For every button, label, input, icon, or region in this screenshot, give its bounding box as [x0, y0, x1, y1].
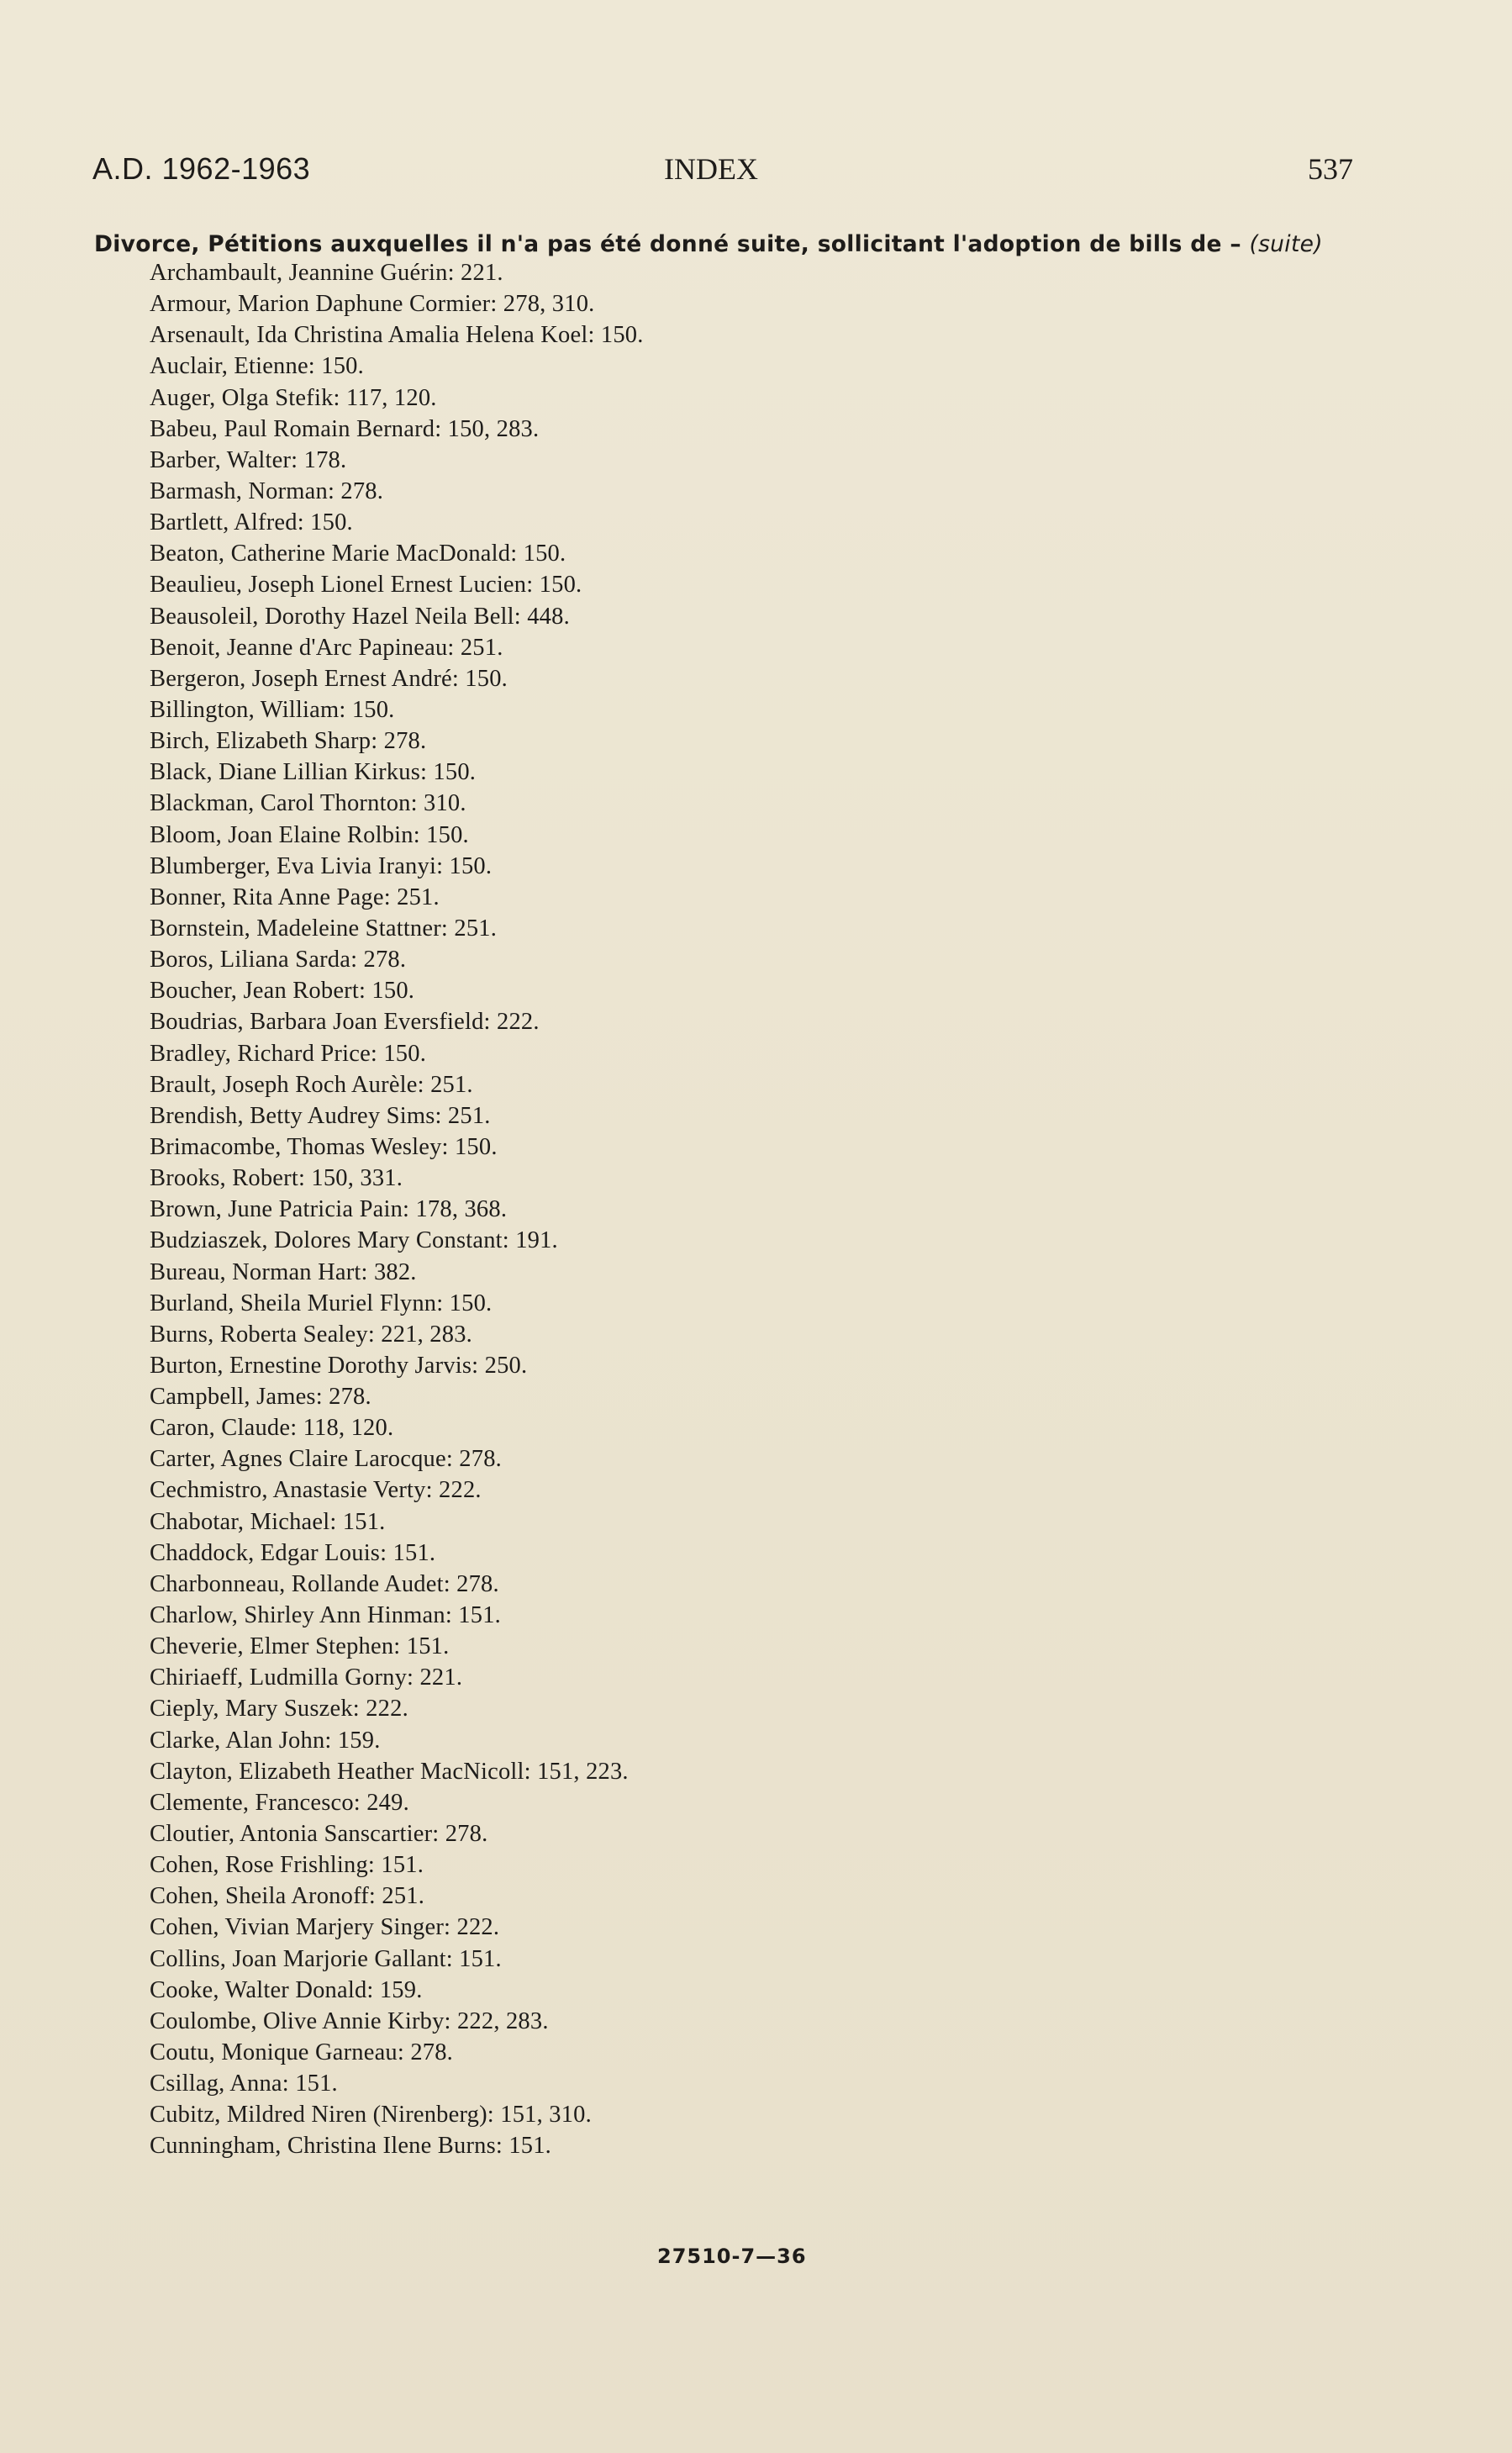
index-entry: Cubitz, Mildred Niren (Nirenberg): 151, 310.	[150, 2102, 592, 2129]
index-entry: Barmash, Norman: 278.	[150, 477, 384, 504]
index-entry: Cieply, Mary Suszek: 222.	[150, 1696, 408, 1722]
index-entry: Bergeron, Joseph Ernest André: 150.	[150, 665, 508, 692]
index-entry: Bloom, Joan Elaine Rolbin: 150.	[150, 821, 469, 848]
index-entry-list	[150, 257, 644, 2162]
index-entry: Csillag, Anna: 151.	[150, 2071, 338, 2097]
index-entry: Bureau, Norman Hart: 382.	[150, 1258, 417, 1285]
index-entry: Beausoleil, Dorothy Hazel Neila Bell: 448.	[150, 603, 570, 630]
index-entry: Campbell, James: 278.	[150, 1384, 371, 1411]
index-entry: Archambault, Jeannine Guérin: 221.	[150, 260, 503, 286]
index-entry: Cunningham, Christina Ilene Burns: 151.	[150, 2133, 552, 2160]
section-heading-suite: (suite)	[1249, 231, 1323, 257]
index-entry: Cohen, Rose Frishling: 151.	[150, 1852, 424, 1879]
index-entry: Coutu, Monique Garneau: 278.	[150, 2039, 454, 2066]
index-entry: Cohen, Sheila Aronoff: 251.	[150, 1883, 425, 1910]
index-entry: Billington, William: 150.	[150, 696, 395, 723]
index-entry: Brendish, Betty Audrey Sims: 251.	[150, 1102, 491, 1129]
index-entry: Beaulieu, Joseph Lionel Ernest Lucien: 150.	[150, 572, 582, 599]
index-entry: Brown, June Patricia Pain: 178, 368.	[150, 1196, 508, 1223]
index-entry: Chaddock, Edgar Louis: 151.	[150, 1539, 436, 1566]
index-entry: Cohen, Vivian Marjery Singer: 222.	[150, 1914, 500, 1941]
index-entry: Cooke, Walter Donald: 159.	[150, 1976, 423, 2003]
index-entry: Collins, Joan Marjorie Gallant: 151.	[150, 1945, 502, 1972]
index-entry: Budziaszek, Dolores Mary Constant: 191.	[150, 1227, 558, 1254]
index-entry: Carter, Agnes Claire Larocque: 278.	[150, 1446, 502, 1473]
index-entry: Auger, Olga Stefik: 117, 120.	[150, 384, 437, 411]
index-entry: Chiriaeff, Ludmilla Gorny: 221.	[150, 1664, 463, 1691]
index-entry: Bonner, Rita Anne Page: 251.	[150, 884, 440, 910]
index-entry: Cloutier, Antonia Sanscartier: 278.	[150, 1821, 488, 1848]
index-entry: Bornstein, Madeleine Stattner: 251.	[150, 915, 498, 942]
index-entry: Charlow, Shirley Ann Hinman: 151.	[150, 1602, 501, 1629]
page-number: 537	[1308, 152, 1353, 186]
printer-signature: 27510-7—36	[657, 2245, 807, 2268]
running-head-years: A.D. 1962-1963	[92, 151, 311, 186]
index-entry: Brooks, Robert: 150, 331.	[150, 1165, 403, 1192]
index-entry: Boucher, Jean Robert: 150.	[150, 978, 415, 1005]
index-entry: Birch, Elizabeth Sharp: 278.	[150, 728, 427, 755]
index-entry: Burns, Roberta Sealey: 221, 283.	[150, 1321, 472, 1348]
index-entry: Brault, Joseph Roch Aurèle: 251.	[150, 1071, 473, 1098]
index-entry: Benoit, Jeanne d'Arc Papineau: 251.	[150, 634, 503, 661]
index-entry: Brimacombe, Thomas Wesley: 150.	[150, 1133, 498, 1160]
index-entry: Burland, Sheila Muriel Flynn: 150.	[150, 1290, 493, 1316]
index-entry: Burton, Ernestine Dorothy Jarvis: 250.	[150, 1352, 528, 1379]
index-entry: Blumberger, Eva Livia Iranyi: 150.	[150, 852, 493, 879]
index-entry: Clayton, Elizabeth Heather MacNicoll: 151, 223.	[150, 1758, 629, 1785]
index-entry: Chabotar, Michael: 151.	[150, 1508, 386, 1535]
index-entry: Babeu, Paul Romain Bernard: 150, 283.	[150, 415, 540, 442]
index-entry: Black, Diane Lillian Kirkus: 150.	[150, 759, 477, 786]
index-entry: Barber, Walter: 178.	[150, 446, 347, 473]
running-head-title: INDEX	[664, 152, 758, 186]
index-entry: Armour, Marion Daphune Cormier: 278, 310.	[150, 291, 595, 318]
index-entry: Cheverie, Elmer Stephen: 151.	[150, 1633, 450, 1660]
index-entry: Clarke, Alan John: 159.	[150, 1727, 381, 1754]
index-entry: Cechmistro, Anastasie Verty: 222.	[150, 1477, 482, 1504]
running-head	[92, 151, 1353, 193]
section-heading-text: Divorce, Pétitions auxquelles il n'a pas été donné suite, sollicitant l'adoption de bills de –	[94, 231, 1241, 257]
section-heading	[94, 231, 1388, 257]
index-entry: Blackman, Carol Thornton: 310.	[150, 790, 466, 817]
index-entry: Auclair, Etienne: 150.	[150, 353, 364, 380]
index-entry: Coulombe, Olive Annie Kirby: 222, 283.	[150, 2007, 549, 2034]
index-entry: Bartlett, Alfred: 150.	[150, 509, 353, 536]
index-entry: Bradley, Richard Price: 150.	[150, 1040, 427, 1067]
index-entry: Arsenault, Ida Christina Amalia Helena Koel: 150.	[150, 322, 644, 349]
index-entry: Beaton, Catherine Marie MacDonald: 150.	[150, 541, 566, 567]
index-entry: Charbonneau, Rollande Audet: 278.	[150, 1570, 499, 1597]
index-entry: Clemente, Francesco: 249.	[150, 1789, 409, 1816]
index-entry: Boros, Liliana Sarda: 278.	[150, 947, 407, 973]
index-entry: Boudrias, Barbara Joan Eversfield: 222.	[150, 1009, 540, 1036]
index-entry: Caron, Claude: 118, 120.	[150, 1415, 394, 1442]
